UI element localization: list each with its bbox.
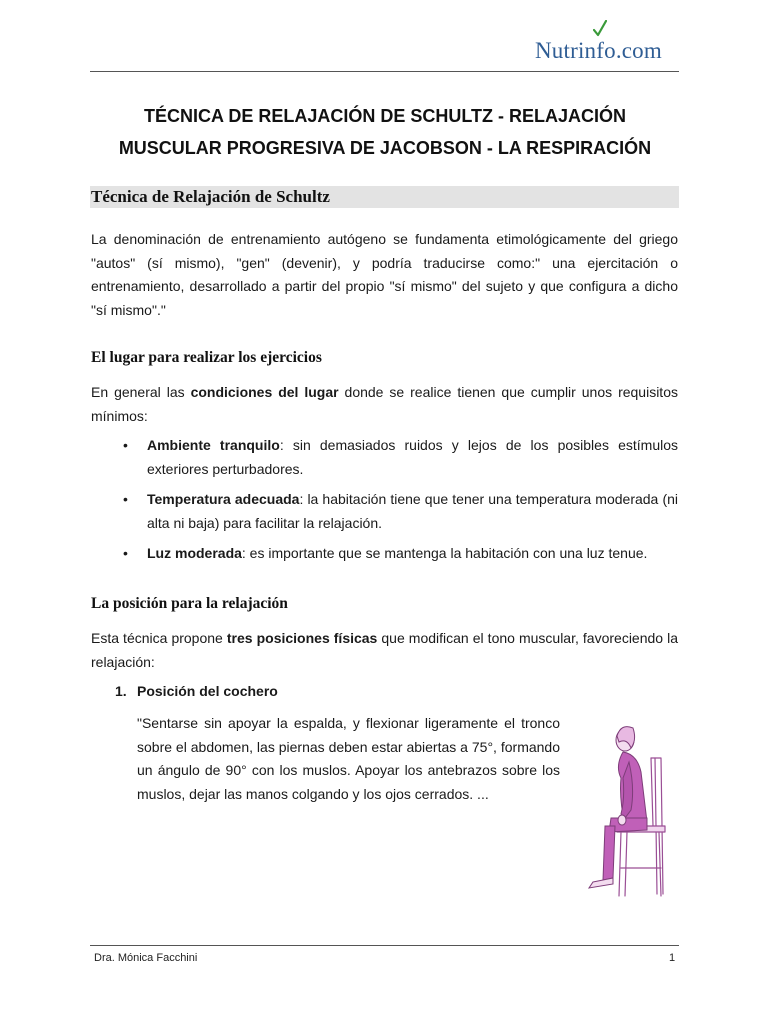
section-heading-schultz: Técnica de Relajación de Schultz xyxy=(91,187,330,206)
list-item xyxy=(123,488,678,535)
list-item-bold: Ambiente tranquilo xyxy=(147,437,280,453)
list-item-body: : la habitación tiene que tener una temperatura moderada (ni alta ni baja) para facilitar la relajación. xyxy=(147,491,678,531)
subheading-lugar: El lugar para realizar los ejercicios xyxy=(91,349,322,366)
list-item-text xyxy=(147,542,678,566)
lugar-intro-bold: condiciones del lugar xyxy=(190,384,339,400)
posicion-intro-pre: Esta técnica propone xyxy=(91,630,227,646)
numbered-item-title xyxy=(115,683,278,699)
list-item xyxy=(123,434,678,481)
posicion-intro-bold: tres posiciones físicas xyxy=(226,630,378,646)
page-title xyxy=(80,100,690,164)
lugar-intro-paragraph xyxy=(91,381,678,428)
list-item xyxy=(123,542,678,566)
bullet-icon: • xyxy=(123,491,128,507)
header-divider xyxy=(90,71,679,72)
posicion-intro-paragraph xyxy=(91,627,678,674)
lugar-intro-post: donde se realice tienen que cumplir unos requisitos mínimos: xyxy=(91,384,678,424)
subheading-posicion: La posición para la relajación xyxy=(91,595,288,612)
item-number: 1. xyxy=(115,683,127,699)
posicion-cochero-quote: "Sentarse sin apoyar la espalda, y flexionar ligeramente el tronco sobre el abdomen, las piernas deben estar abiertas a 75°, formando un ángulo de 90° con los muslos. Apoyar los antebrazos sobre los muslos, dejar las manos colgando y los ojos cerrados. ... xyxy=(137,715,560,802)
logo-domain: .com xyxy=(615,38,662,63)
item-title: Posición del cochero xyxy=(137,683,278,699)
seated-woman-illustration-icon xyxy=(575,718,675,904)
footer-divider xyxy=(90,945,679,946)
list-item-bold: Temperatura adecuada xyxy=(147,491,300,507)
bullet-icon: • xyxy=(123,545,128,561)
list-item-bold: Luz moderada xyxy=(147,545,242,561)
list-item-body: : sin demasiados ruidos y lejos de los posibles estímulos exteriores perturbadores. xyxy=(147,437,678,477)
nutrinfo-logo xyxy=(535,38,662,64)
lugar-intro-pre: En general las xyxy=(91,384,191,400)
list-item-body: : es importante que se mantenga la habitación con una luz tenue. xyxy=(241,545,648,561)
page-number: 1 xyxy=(669,952,676,964)
logo-brand: Nutrinfo xyxy=(535,38,616,63)
posicion-intro-post: que modifican el tono muscular, favoreciendo la relajación: xyxy=(91,630,679,670)
page-title-line2: MUSCULAR PROGRESIVA DE JACOBSON - LA RESPIRACIÓN xyxy=(118,138,652,158)
list-item-text xyxy=(147,434,678,481)
checkmark-icon xyxy=(593,20,607,38)
intro-paragraph: La denominación de entrenamiento autógeno se fundamenta etimológicamente del griego "autos" (sí mismo), "gen" (devenir), y podría traducirse como:" una ejercitación o entrenamiento, desarrollado a partir del propio "sí mismo" del sujeto y que configura a dicho "sí mismo"." xyxy=(91,231,678,318)
bullet-icon: • xyxy=(123,437,128,453)
footer-author: Dra. Mónica Facchini xyxy=(94,952,198,964)
list-item-text xyxy=(147,488,678,535)
page-title-line1: TÉCNICA DE RELAJACIÓN DE SCHULTZ - RELAJACIÓN xyxy=(143,106,626,126)
